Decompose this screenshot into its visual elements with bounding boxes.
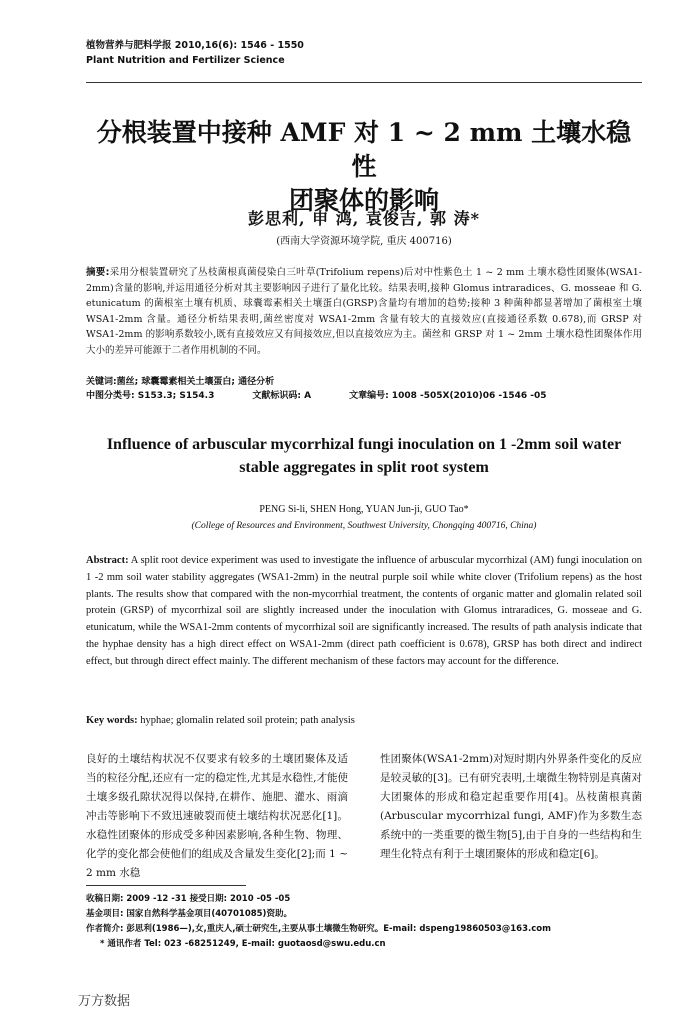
clc-number: 中图分类号: S153.3; S154.3	[86, 391, 215, 401]
keywords-en-text: hyphae; glomalin related soil protein; path analysis	[140, 715, 355, 726]
affiliation-en: (College of Resources and Environment, Southwest University, Chongqing 400716, China)	[191, 521, 537, 531]
authors-cn: 彭思利, 申 鸿, 袁俊吉, 郭 涛*	[248, 209, 480, 228]
affiliation-cn: (西南大学资源环境学院, 重庆 400716)	[276, 236, 452, 247]
abstract-cn-text: 采用分根装置研究了丛枝菌根真菌侵染白三叶草(Trifolium repens)后对中性紫色土 1 ~ 2 mm 土壤水稳性团聚体(WSA1-2mm)含量的影响,并运用通径分析对其主要影响因子进行了量化比较。结果表明,接种 Glomus intraradices、G. mosseae 和 G. etunicatum 的菌根室土壤有机质、球囊霉素相关土壤蛋白(GRSP)含量均有增加的趋势;接种 3 种菌种都显著增加了菌根室土壤 WSA1-2mm 含量。通径分析结果表明,菌丝密度对 WSA1-2mm 含量有较大的直接效应(直接通径系数 0.678),而 GRSP 对 WSA1-2mm 的影响系数较小,既有直接效应又有间接效应,但以直接效应为主。菌丝和 GRSP 对 1 ~ 2mm 土壤水稳性团聚体作用大小的差异可能源于二者作用机制的不同。	[86, 267, 642, 356]
keywords-cn-text: 菌丝; 球囊霉素相关土壤蛋白; 通径分析	[116, 377, 275, 387]
abstract-cn	[86, 265, 642, 358]
keywords-cn	[86, 375, 642, 389]
abstract-en-text: A split root device experiment was used to investigate the influence of arbuscular mycorrhizal (AM) fungi inoculation on 1 -2 mm soil water stability aggregates (WSA1-2mm) in the neutral purple soil while white clover (Trifolium repens) as the host plants. The results show that compared with the non-mycorrhial treatment, the contents of organic matter and glomalin related soil protein (GRSP) of mycorrhizal soil are slightly increased under the inoculation with Glomus intraradices, G. mosseae and G. etunicatum, while the WSA1-2mm contents of mycorrhizal soil are significantly increased. The results of path analysis indicate that the hyphae density has a high direct effect on WSA1-2mm (direct path coefficient is 0.678), GRSP has both direct and indirect effect, but through direct effect mainly. The different mechanism of these factors may account for the difference.	[86, 555, 642, 667]
footnotes	[86, 892, 642, 952]
footnote-dates: 收稿日期: 2009 -12 -31 接受日期: 2010 -05 -05	[86, 894, 291, 904]
authors-en: PENG Si-li, SHEN Hong, YUAN Jun-ji, GUO Tao*	[259, 504, 469, 515]
keywords-and-classification	[86, 375, 642, 403]
keywords-en	[86, 715, 642, 726]
classification-row	[86, 389, 642, 403]
footnote-funding: 基金项目: 国家自然科学基金项目(40701085)资助。	[86, 909, 292, 919]
footnote-author: 作者简介: 彭思利(1986—),女,重庆人,硕士研究生,主要从事土壤微生物研究。E-mail: dspeng19860503@163.com	[86, 924, 551, 934]
journal-header	[86, 38, 304, 68]
body-column-left: 良好的土壤结构状况不仅要求有较多的土壤团聚体及适当的粒径分配,还应有一定的稳定性,尤其是水稳性,才能使土壤多级孔隙状况得以保持,在耕作、施肥、灌水、雨滴冲击等影响下不致迅速破裂而使土壤结构状况恶化[1]。水稳性团聚体的形成受多种因素影响,各种生物、物理、化学的变化都会使他们的组成及含量发生变化[2];而 1 ~ 2 mm 水稳	[86, 753, 349, 879]
keywords-en-label: Key words:	[86, 715, 138, 726]
title-en-line1: Influence of arbuscular mycorrhizal fungi inoculation on 1 -2mm soil water	[106, 436, 622, 453]
abstract-en	[86, 553, 642, 671]
body-column-right: 性团聚体(WSA1-2mm)对短时期内外界条件变化的反应是较灵敏的[3]。已有研究表明,土壤微生物特别是真菌对大团聚体的形成和稳定起重要作用[4]。丛枝菌根真菌(Arbuscular mycorrhizal fungi, AMF)作为多数生态系统中的一类重要的微生物[5],由于自身的一些结构和生理生化特点有利于土壤团聚体的形成和稳定[6]。	[380, 753, 642, 860]
title-cn-line2: 团聚体的影响	[288, 186, 439, 215]
title-en-line2: stable aggregates in split root system	[239, 459, 489, 476]
journal-name-en: Plant Nutrition and Fertilizer Science	[86, 55, 285, 66]
watermark-text: 万方数据	[78, 994, 131, 1009]
document-code: 文献标识码: A	[252, 391, 312, 401]
title-en	[86, 433, 642, 479]
footnote-rule	[86, 885, 246, 886]
abstract-en-label: Abstract:	[86, 555, 129, 566]
journal-citation: 植物营养与肥料学报 2010,16(6): 1546 - 1550	[86, 40, 304, 51]
article-number: 文章编号: 1008 -505X(2010)06 -1546 -05	[349, 391, 547, 401]
footnote-contact: * 通讯作者 Tel: 023 -68251249, E-mail: guotaosd@swu.edu.cn	[100, 939, 386, 949]
header-rule	[86, 82, 642, 83]
keywords-cn-label: 关键词:	[86, 377, 117, 387]
abstract-cn-label: 摘要:	[86, 267, 110, 278]
title-cn	[86, 116, 642, 218]
title-cn-line1: 分根装置中接种 AMF 对 1 ~ 2 mm 土壤水稳性	[96, 118, 632, 181]
